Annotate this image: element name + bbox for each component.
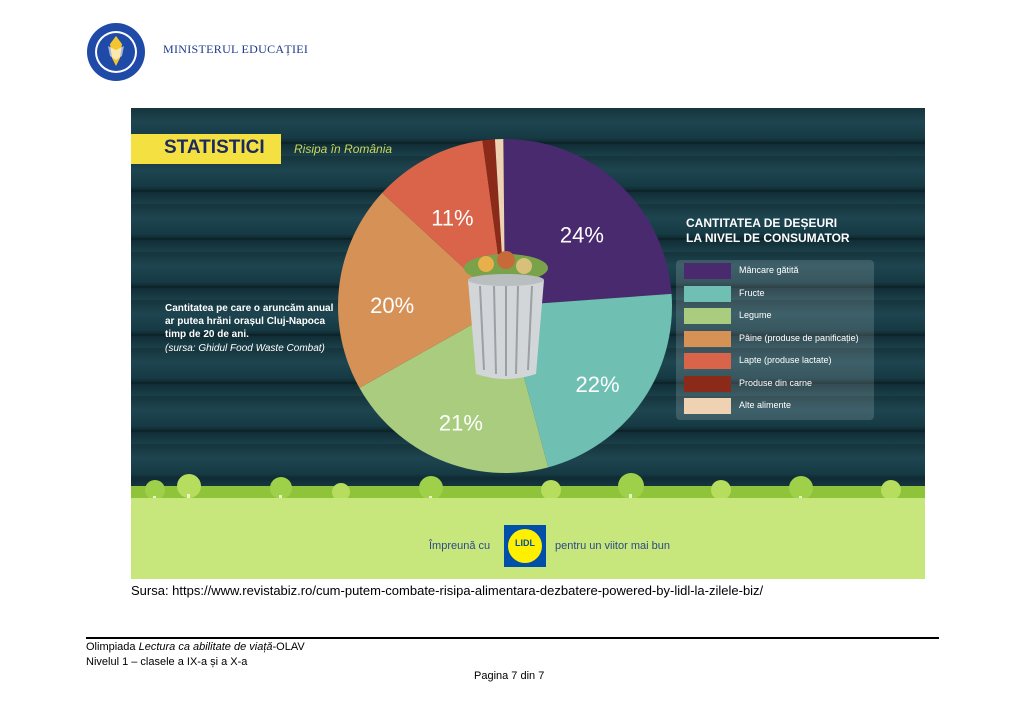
legend-title-line-2: LA NIVEL DE CONSUMATOR [686,231,850,245]
legend-label: Alte alimente [739,400,792,410]
pie-label-legume: 21% [438,410,483,436]
pie-label-paine: 20% [370,292,415,318]
legend-label: Pâine (produse de panificație) [739,332,859,343]
legend-swatch [684,353,731,369]
legend-label: Lapte (produse lactate) [739,355,832,365]
legend-swatch [684,376,731,392]
legend-swatch [684,308,731,324]
legend-item-altele [684,398,874,414]
pie-label-fructe: 22% [575,371,620,397]
tagline-after-logo: pentru un viitor mai bun [555,540,670,552]
legend-item-paine [684,331,874,347]
trash-can-icon [456,246,556,386]
legend-swatch [684,398,731,414]
legend-title-line-1: CANTITATEA DE DEȘEURI [686,216,838,230]
legend-item-carne [684,376,874,392]
footer-olympiad: Olimpiada Lectura ca abilitate de viață-OLAV [86,641,305,653]
legend-item-fructe [684,286,874,302]
pie-label-mancare: 24% [559,222,604,248]
legend-swatch [684,331,731,347]
legend-label: Produse din carne [739,377,813,388]
tagline-before-logo: Împreună cu [429,540,491,552]
legend-swatch [684,286,731,302]
pie-label-lapte: 11% [431,205,474,231]
government-seal-logo [86,22,146,82]
ministry-name: MINISTERUL EDUCAȚIEI [163,42,309,56]
footer-divider [86,637,939,639]
infographic-image [131,108,925,579]
legend-title [686,216,886,246]
legend-label: Fructe [739,287,765,298]
legend-item-legume [684,308,874,324]
footer-level: Nivelul 1 – clasele a IX-a și a X-a [86,656,248,668]
source-url: Sursa: https://www.revistabiz.ro/cum-putem-combate-risipa-alimentara-dezbatere-powered-by-lidl-la-zilele-biz/ [131,583,764,598]
page-number: Pagina 7 din 7 [474,670,545,682]
legend-label: Mâncare gătită [739,265,799,275]
annual-waste-note-source: (sursa: Ghidul Food Waste Combat) [165,343,325,354]
statistics-title: STATISTICI [164,137,265,158]
statistics-subtitle: Risipa în România [294,142,393,156]
lidl-logo: LIDL [504,525,546,567]
annual-waste-note: Cantitatea pe care o aruncăm anual ar putea hrăni orașul Cluj-Napoca timp de 20 de ani. [165,303,334,340]
legend-swatch [684,263,731,279]
legend-item-mancare [684,263,874,279]
legend-label: Legume [739,310,772,320]
legend-item-lapte [684,353,874,369]
